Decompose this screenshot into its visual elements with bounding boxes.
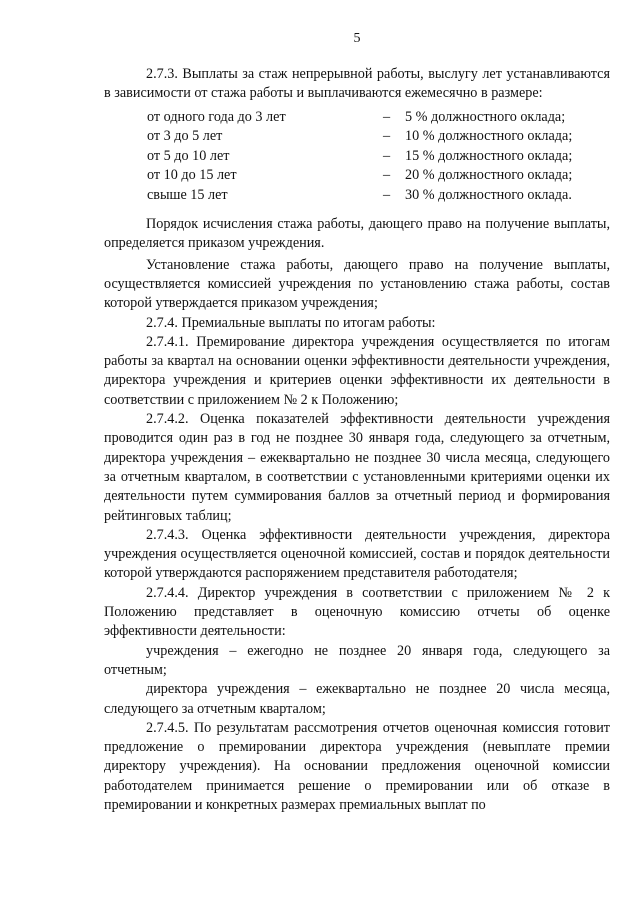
seniority-pay-schedule bbox=[147, 108, 572, 206]
schedule-range: от 3 до 5 лет bbox=[147, 128, 223, 145]
paragraph-2-7-3: 2.7.3. Выплаты за стаж непрерывной работы, выслугу лет устанавливаются в зависимости от стажа работы и выплачиваются ежемесячно в размере: bbox=[104, 66, 610, 102]
paragraph-2-7-4-4: 2.7.4.4. Директор учреждения в соответствии с приложением № 2 к Положению представляет в оценочную комиссию отчеты об оценке эффективности деятельности: bbox=[104, 584, 610, 640]
schedule-dash: – bbox=[383, 167, 391, 184]
schedule-range: от 10 до 15 лет bbox=[147, 167, 237, 184]
paragraph-2-7-4-heading: 2.7.4. Премиальные выплаты по итогам работы: bbox=[146, 314, 436, 331]
paragraph-2-7-4-1: 2.7.4.1. Премирование директора учреждения осуществляется по итогам работы за квартал на основании оценки эффективности деятельности учреждения, директора учреждения и критериев оценки эффективности их деятельности в соответствии с приложением № 2 к Положению; bbox=[104, 333, 610, 408]
page-number: 5 bbox=[353, 31, 361, 46]
paragraph-2-7-4-3: 2.7.4.3. Оценка эффективности деятельности учреждения, директора учреждения осуществляется оценочной комиссией, состав и порядок деятельности которой утверждаются распоряжением представителя работодателя; bbox=[104, 526, 610, 582]
schedule-row bbox=[147, 186, 572, 206]
schedule-range: от одного года до 3 лет bbox=[147, 108, 286, 125]
paragraph-commission: Установление стажа работы, дающего право на получение выплаты, осуществляется комиссией учреждения по установлению стажа работы, состав которой утверждается приказом учреждения; bbox=[104, 256, 610, 312]
paragraph-2-7-4-2: 2.7.4.2. Оценка показателей эффективности деятельности учреждения проводится один раз в год не позднее 30 января года, следующего за отчетным, директора учреждения – ежеквартально не позднее 30 числа месяца, следующего за отчетным кварталом, в соответствии с установленными критериями оценки их деятельности путем суммирования баллов за отчетный период и формирования рейтинговых таблиц; bbox=[104, 411, 610, 524]
schedule-row bbox=[147, 108, 572, 128]
paragraph-2-7-4-5: 2.7.4.5. По результатам рассмотрения отчетов оценочная комиссия готовит предложение о премировании директора учреждения (невыплате премии директору учреждения). На основании предложения оценочной комиссии работодателем принимается решение о премировании или об отказе в премировании и конкретных размерах премиальных выплат по bbox=[104, 719, 610, 813]
paragraph-order: Порядок исчисления стажа работы, дающего право на получение выплаты, определяется приказом учреждения. bbox=[104, 216, 610, 252]
schedule-dash: – bbox=[383, 186, 391, 203]
schedule-row bbox=[147, 127, 572, 147]
schedule-row bbox=[147, 147, 572, 167]
schedule-amount: 15 % должностного оклада; bbox=[405, 147, 573, 164]
schedule-dash: – bbox=[383, 108, 391, 125]
schedule-amount: 10 % должностного оклада; bbox=[405, 128, 573, 145]
paragraph-director-report: директора учреждения – ежеквартально не позднее 20 числа месяца, следующего за отчетным кварталом; bbox=[104, 681, 610, 717]
schedule-row bbox=[147, 166, 572, 186]
schedule-amount: 20 % должностного оклада; bbox=[405, 167, 573, 184]
schedule-dash: – bbox=[383, 147, 391, 164]
schedule-amount: 30 % должностного оклада. bbox=[405, 186, 572, 203]
schedule-range: от 5 до 10 лет bbox=[147, 147, 230, 164]
paragraph-institution-report: учреждения – ежегодно не позднее 20 января года, следующего за отчетным; bbox=[104, 642, 610, 678]
schedule-amount: 5 % должностного оклада; bbox=[405, 108, 566, 125]
schedule-dash: – bbox=[383, 128, 391, 145]
schedule-range: свыше 15 лет bbox=[147, 186, 228, 203]
